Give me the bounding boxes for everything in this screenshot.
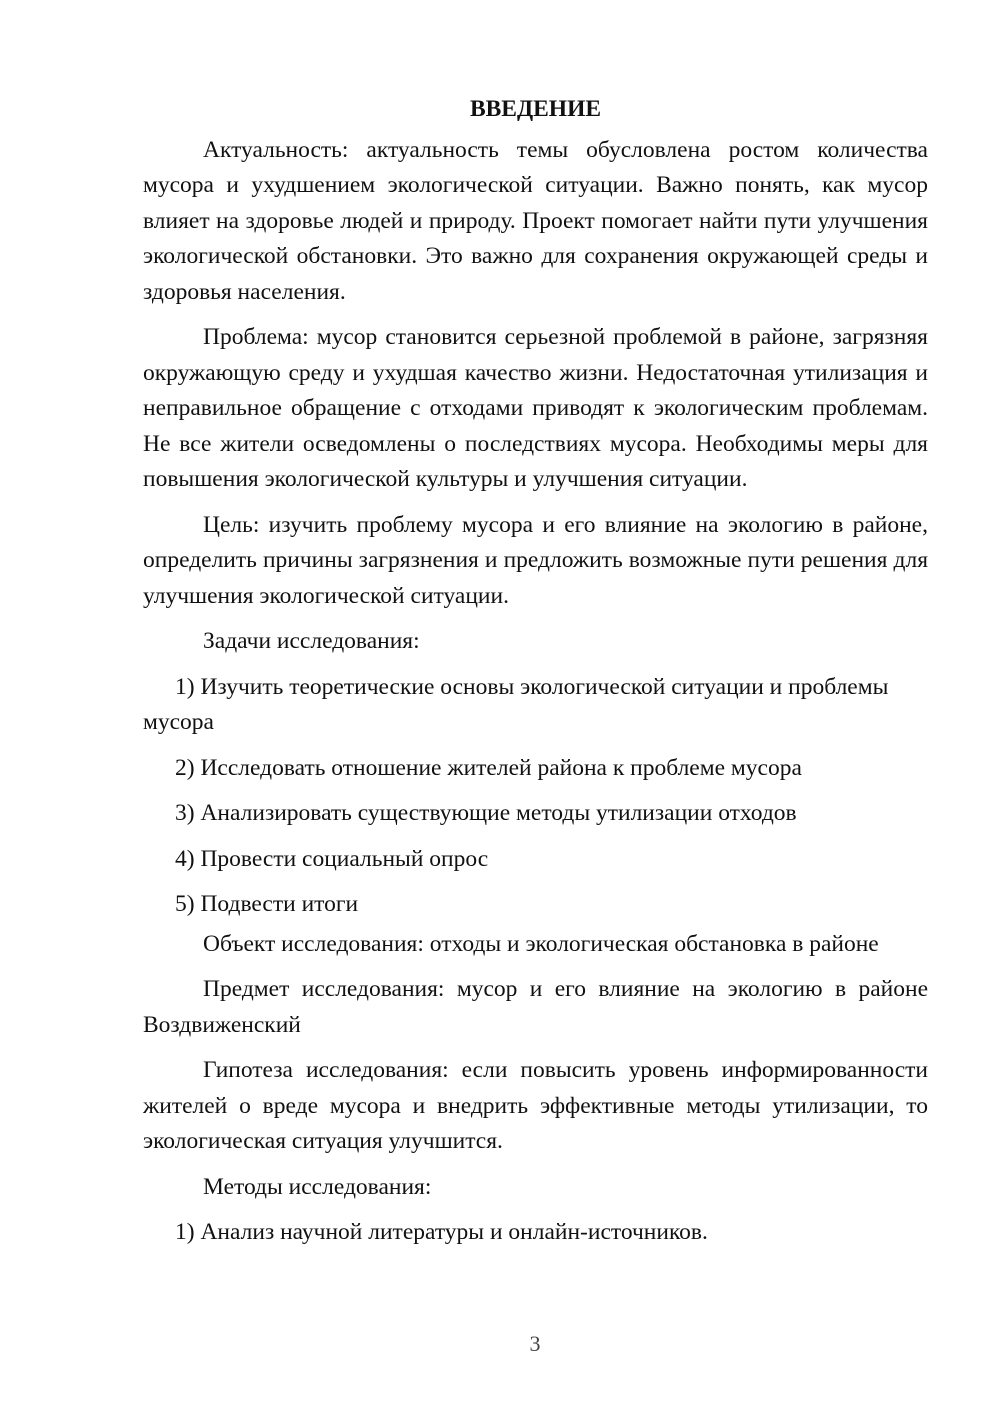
- tasks-list: [143, 670, 928, 923]
- page-number: 3: [529, 1331, 541, 1356]
- relevance-paragraph: Актуальность: актуальность темы обусловлена ростом количества мусора и ухудшением экологической ситуации. Важно понять, как мусор влияет на здоровье людей и природу. Проект помогает найти пути улучшения экологической обстановки. Это важно для сохранения окружающей среды и здоровья населения.: [143, 136, 928, 305]
- tasks-heading: Задачи исследования:: [203, 628, 420, 654]
- goal-paragraph: Цель: изучить проблему мусора и его влияние на экологию в районе, определить причины загрязнения и предложить возможные пути решения для улучшения экологической ситуации.: [143, 511, 928, 609]
- task-item: 2) Исследовать отношение жителей района к проблеме мусора: [175, 754, 802, 781]
- task-item: 3) Анализировать существующие методы утилизации отходов: [175, 800, 797, 826]
- page-content: [143, 92, 928, 1261]
- methods-heading: Методы исследования:: [203, 1173, 432, 1200]
- hypothesis-paragraph: Гипотеза исследования: если повысить уровень информированности жителей о вреде мусора и внедрить эффективные методы утилизации, то экологическая ситуация улучшится.: [143, 1057, 928, 1154]
- page-title: ВВЕДЕНИЕ: [469, 96, 602, 122]
- task-item: 4) Провести социальный опрос: [175, 845, 489, 872]
- methods-list: [143, 1215, 928, 1251]
- task-item: 1) Изучить теоретические основы экологической ситуации и проблемы мусора: [143, 673, 889, 735]
- problem-paragraph: Проблема: мусор становится серьезной проблемой в районе, загрязняя окружающую среду и ухудшая качество жизни. Недостаточная утилизация и неправильное обращение с отходами приводят к экологическим проблемам. Не все жители осведомлены о последствиях мусора. Необходимы меры для повышения экологической культуры и улучшения ситуации.: [143, 324, 928, 492]
- object-paragraph: Объект исследования: отходы и экологическая обстановка в районе: [203, 930, 879, 957]
- task-item: 5) Подвести итоги: [175, 891, 359, 917]
- method-item: 1) Анализ научной литературы и онлайн-источников.: [175, 1219, 708, 1245]
- subject-paragraph: Предмет исследования: мусор и его влияние на экологию в районе Воздвиженский: [143, 976, 928, 1038]
